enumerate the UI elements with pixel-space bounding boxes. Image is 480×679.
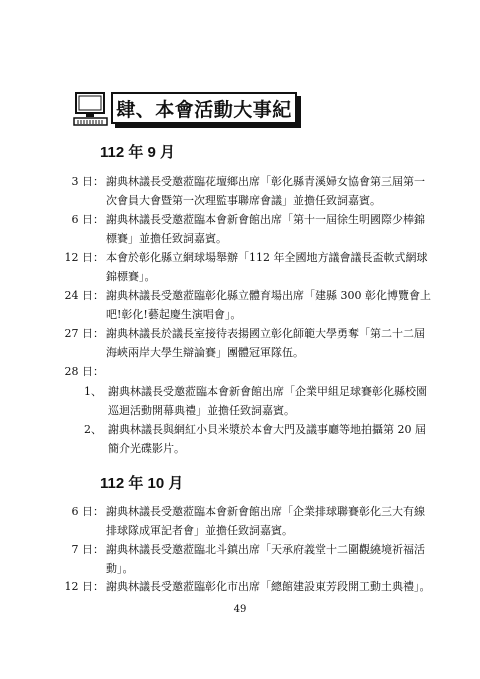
entry-day: 28 日： bbox=[64, 365, 104, 378]
computer-icon bbox=[73, 91, 109, 127]
section-header bbox=[73, 91, 301, 131]
page-number: 49 bbox=[233, 604, 247, 615]
entry-text: 謝典林議長受邀蒞臨北斗鎮出席「天承府義堂十二圍觀繞境祈福活動」。 bbox=[106, 543, 425, 575]
sub-item-text: 謝典林議長受邀蒞臨本會新會館出席「企業甲組足球賽彰化縣校園巡迴活動開幕典禮」並擔任致詞嘉賓。 bbox=[108, 385, 427, 417]
sub-item-number: 2、 bbox=[84, 423, 102, 436]
entry-day: 3 日： bbox=[71, 175, 104, 188]
section-title-oct: 112 年 10 月 bbox=[100, 475, 184, 492]
entry-text: 謝典林議長受邀蒞臨彰化縣立體育場出席「建縣 300 彰化博覽會上吧!彰化!藝起慶生演唱會」。 bbox=[106, 289, 431, 321]
entry-day: 7 日： bbox=[71, 543, 104, 556]
entry-day: 6 日： bbox=[71, 505, 104, 518]
entry-text: 謝典林議長受邀蒞臨本會新會館出席「企業排球聯賽彰化三大有線排球隊成軍記者會」並擔任致詞嘉賓。 bbox=[106, 505, 425, 537]
entry-day: 24 日： bbox=[64, 289, 104, 302]
entry-day: 12 日： bbox=[64, 251, 104, 264]
entry-day: 6 日： bbox=[71, 213, 104, 226]
section-title-sep: 112 年 9 月 bbox=[100, 144, 176, 161]
entry-text: 謝典林議長受邀蒞臨花壇鄉出席「彰化縣青溪婦女協會第三屆第一次會員大會暨第一次理監事聯席會議」並擔任致詞嘉賓。 bbox=[106, 175, 425, 207]
entry-day: 12 日： bbox=[64, 580, 104, 593]
entry-text: 謝典林議長受邀蒞臨彰化市出席「總館建設東芳段開工動土典禮」。 bbox=[106, 580, 431, 593]
sub-item-text: 謝典林議長與網紅小貝米漿於本會大門及議事廳等地拍攝第 20 屆簡介光碟影片。 bbox=[108, 423, 426, 455]
entry-text: 本會於彰化縣立網球場舉辦「112 年全國地方議會議長盃軟式網球錦標賽」。 bbox=[106, 251, 428, 283]
sub-item-number: 1、 bbox=[84, 385, 102, 398]
entry-day: 27 日： bbox=[64, 327, 104, 340]
page-title: 肆、本會活動大事紀 bbox=[111, 92, 297, 124]
entry-text: 謝典林議長於議長室接待表揚國立彰化師範大學勇奪「第二十二屆海峽兩岸大學生辯論賽」團體冠軍隊伍。 bbox=[106, 327, 425, 359]
entry-text: 謝典林議長受邀蒞臨本會新會館出席「第十一屆徐生明國際少棒錦標賽」並擔任致詞嘉賓。 bbox=[106, 213, 425, 245]
